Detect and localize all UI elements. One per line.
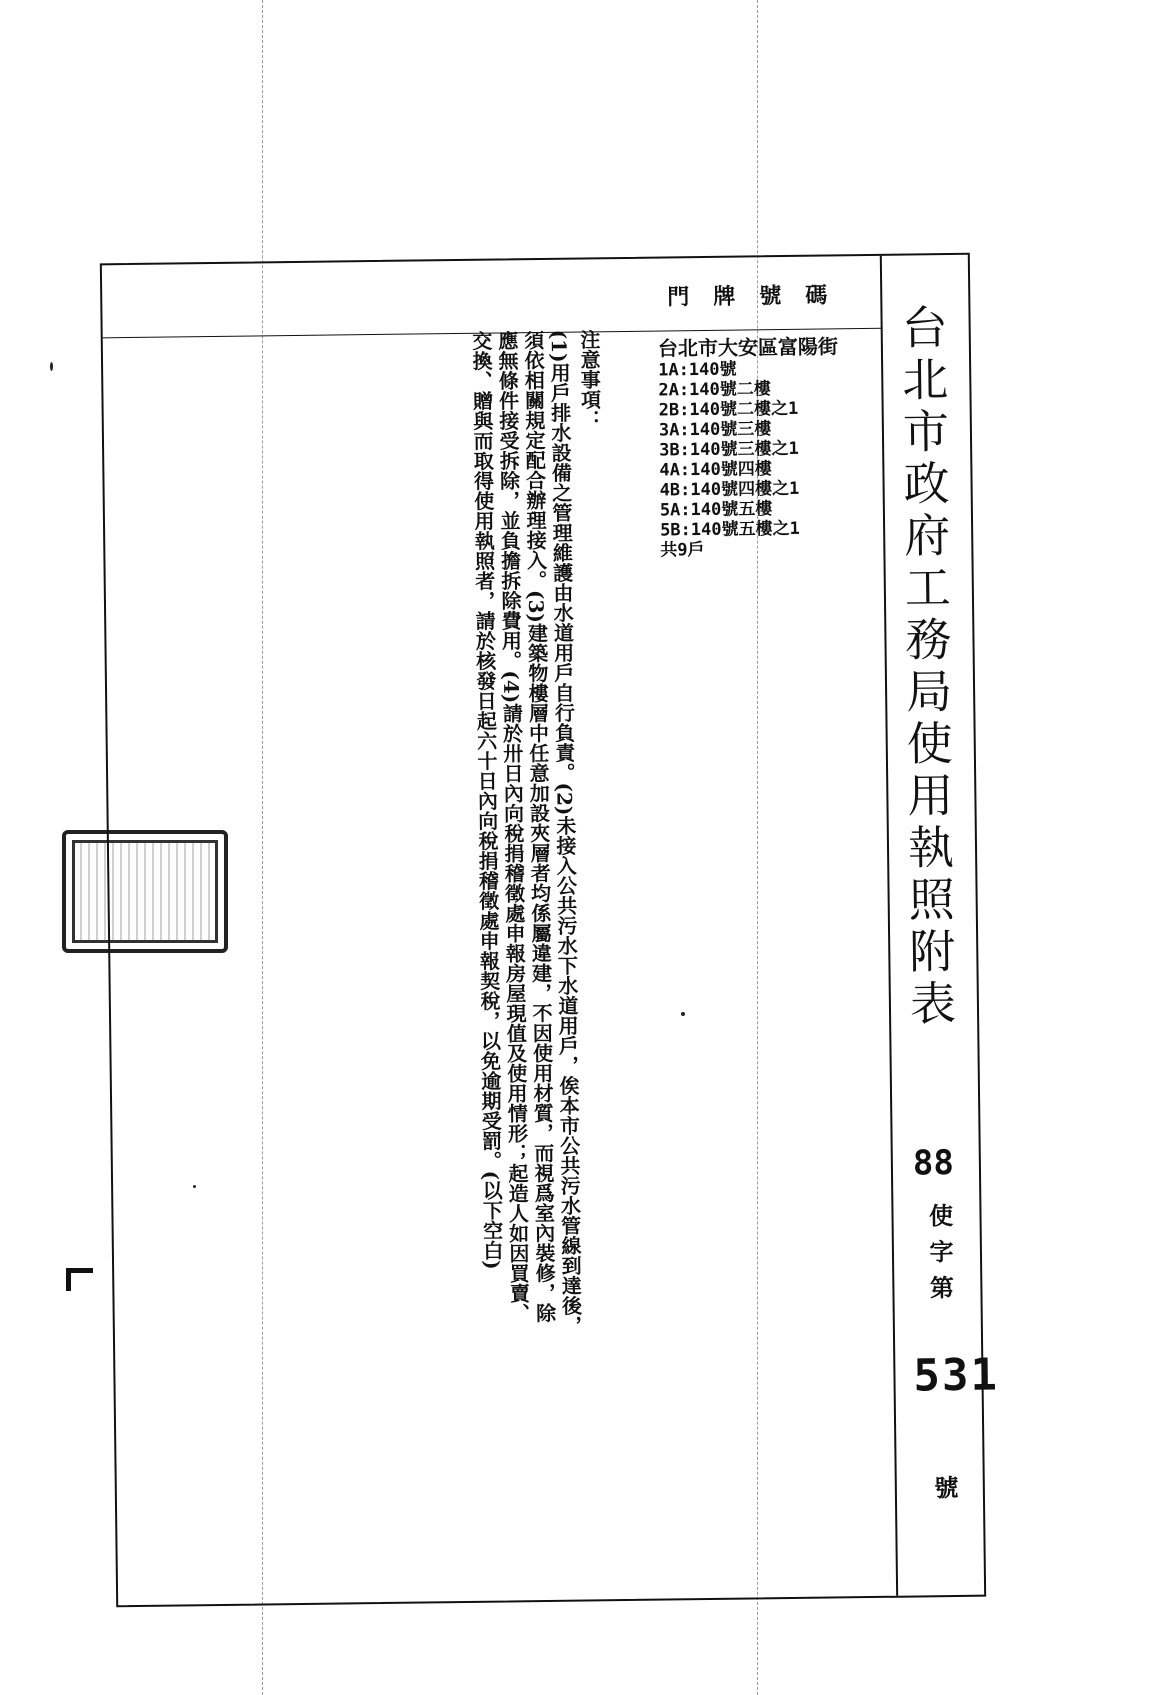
unit-line: 4A:140號四樓 bbox=[659, 459, 772, 481]
permit-form-frame bbox=[100, 253, 1000, 1608]
permit-year: 88 bbox=[912, 1142, 955, 1184]
unit-line: 5B:140號五樓之1 bbox=[660, 518, 800, 541]
unit-line: 3A:140號三樓 bbox=[658, 419, 772, 441]
unit-total: 共9戶 bbox=[660, 539, 705, 561]
permit-prefix: 使字第 bbox=[924, 1203, 955, 1312]
document-title: 台北市政府工務局使用執照附表 bbox=[894, 303, 958, 1032]
notes-line: 交換、贈與而取得使用執照者，請於核發日起六十日內向稅捐稽徵處申報契稅，以免逾期受罰。(以下空白) bbox=[468, 330, 505, 1270]
address-header-row bbox=[102, 256, 883, 339]
unit-line: 3B:140號三樓之1 bbox=[659, 438, 799, 461]
unit-line: 1A:140號 bbox=[658, 359, 737, 381]
notes-line: 應無條件接受拆除，並負擔拆除費用。(4)請於卅日內向稅捐稽徵處申報房屋現值及使用情形；起造人如因買賣、 bbox=[494, 330, 531, 1324]
title-column bbox=[880, 255, 1000, 1596]
address-list bbox=[658, 336, 841, 560]
street-name: 台北市大安區富陽街 bbox=[657, 334, 839, 361]
permit-number: 531 bbox=[913, 1349, 1000, 1402]
notes-block bbox=[468, 329, 616, 1461]
unit-line: 5A:140號五樓 bbox=[659, 499, 773, 521]
unit-line: 2A:140號二樓 bbox=[658, 379, 771, 401]
unit-line: 4B:140號四樓之1 bbox=[659, 478, 800, 501]
notes-line: (1)用戶排水設備之管理維護由水道用戶自行負責。(2)未接入公共污水下水道用戶，俟本市公共污水管線到達後， bbox=[546, 329, 583, 1336]
permit-suffix: 號 bbox=[929, 1474, 959, 1500]
notes-line: 須依相關規定配合辦理接入。(3)建築物樓層中任意加設夾層者均係屬違建，不因使用材質，而視爲室內裝修，除 bbox=[520, 329, 557, 1323]
notes-label: 注意事項： bbox=[576, 329, 602, 430]
speck bbox=[50, 362, 53, 371]
corner-mark bbox=[66, 1268, 93, 1291]
unit-line: 2B:140號二樓之1 bbox=[658, 398, 799, 421]
address-header-label: 門牌號碼 bbox=[667, 282, 852, 311]
